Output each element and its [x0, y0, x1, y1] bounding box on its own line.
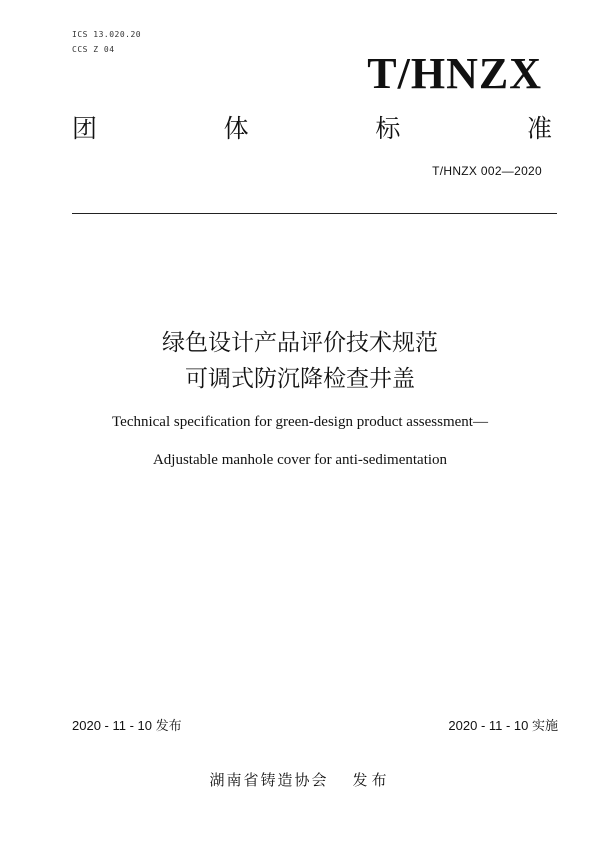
publisher-name: 湖南省铸造协会 — [209, 771, 329, 789]
issue-date: 2020 - 11 - 10 发布 — [72, 718, 182, 733]
title-en-line-2: Adjustable manhole cover for anti-sedimentation — [152, 452, 448, 468]
standard-type-char: 团 — [72, 114, 98, 143]
header-divider — [72, 213, 557, 214]
standard-type-char: 标 — [375, 114, 401, 143]
standard-number: T/HNZX 002—2020 — [432, 164, 542, 178]
title-en-line-1: Technical specification for green-design product assessment— — [112, 414, 488, 430]
title-cn-line-1: 绿色设计产品评价技术规范 — [162, 330, 438, 356]
standard-type-char: 体 — [223, 114, 249, 143]
publisher-row — [0, 773, 600, 788]
ics-code: ICS 13.020.20 — [72, 30, 142, 39]
ccs-code: CCS Z 04 — [72, 45, 115, 54]
publish-label: 发布 — [352, 771, 391, 789]
standard-logo: T/HNZX — [367, 49, 542, 98]
standard-type — [72, 116, 552, 141]
implementation-date: 2020 - 11 - 10 实施 — [448, 718, 558, 733]
title-cn-line-2: 可调式防沉降检查井盖 — [185, 366, 415, 392]
standard-type-char: 准 — [526, 114, 552, 143]
